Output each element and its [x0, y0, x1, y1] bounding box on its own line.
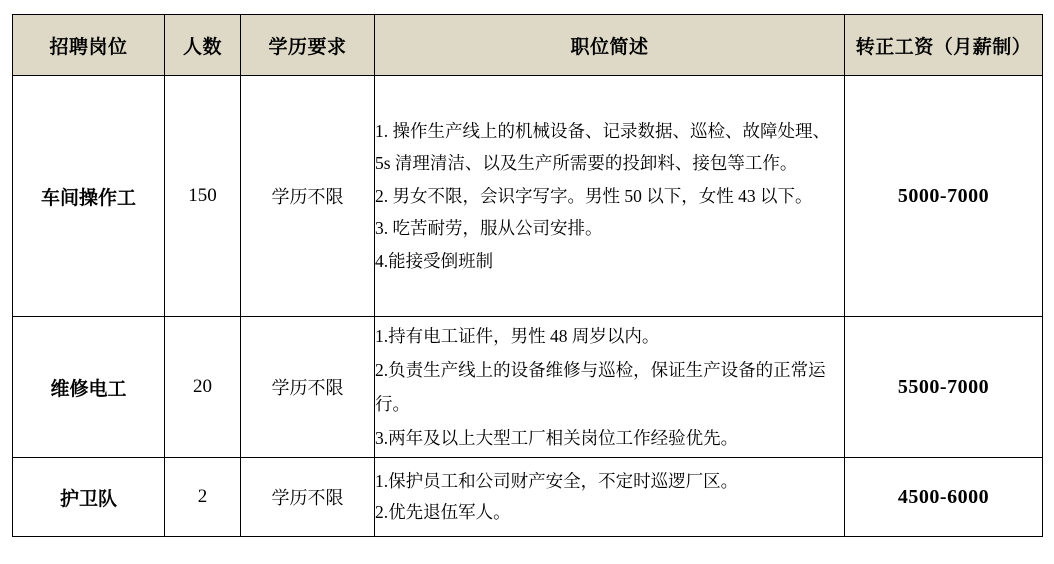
- description-line: 1.保护员工和公司财产安全，不定时巡逻厂区。: [375, 471, 739, 492]
- table-header: [13, 15, 1043, 76]
- header-row: [13, 15, 1043, 76]
- cell-salary: 5000-7000: [845, 76, 1043, 317]
- description-line: 2.负责生产线上的设备维修与巡检，保证生产设备的正常运行。: [375, 359, 826, 414]
- cell-position: 护卫队: [13, 458, 165, 537]
- cell-description: [375, 76, 845, 317]
- column-header-salary: 转正工资（月薪制）: [845, 15, 1043, 76]
- recruitment-table: [12, 14, 1043, 537]
- table-row: [13, 458, 1043, 537]
- table-body: [13, 76, 1043, 537]
- cell-education: 学历不限: [241, 317, 375, 458]
- cell-description: [375, 317, 845, 458]
- cell-position: 维修电工: [13, 317, 165, 458]
- table-row: [13, 317, 1043, 458]
- description-line: 2. 男女不限，会识字写字。男性 50 以下，女性 43 以下。: [375, 185, 813, 206]
- column-header-count: 人数: [165, 15, 241, 76]
- cell-count: 2: [165, 458, 241, 537]
- description-line: 3. 吃苦耐劳，服从公司安排。: [375, 218, 603, 239]
- cell-count: 20: [165, 317, 241, 458]
- description-line: 4.能接受倒班制: [375, 250, 494, 271]
- cell-count: 150: [165, 76, 241, 317]
- column-header-description: 职位简述: [375, 15, 845, 76]
- description-line: 3.两年及以上大型工厂相关岗位工作经验优先。: [375, 428, 739, 449]
- description-line: 1. 操作生产线上的机械设备、记录数据、巡检、故障处理、5s 清理清洁、以及生产所需要的投卸料、接包等工作。: [375, 121, 830, 174]
- description-line: 2.优先退伍军人。: [375, 502, 511, 522]
- column-header-education: 学历要求: [241, 15, 375, 76]
- description-line: 1.持有电工证件，男性 48 周岁以内。: [375, 325, 660, 346]
- cell-education: 学历不限: [241, 76, 375, 317]
- column-header-position: 招聘岗位: [13, 15, 165, 76]
- cell-education: 学历不限: [241, 458, 375, 537]
- cell-description: [375, 458, 845, 537]
- cell-salary: 4500-6000: [845, 458, 1043, 537]
- cell-salary: 5500-7000: [845, 317, 1043, 458]
- cell-position: 车间操作工: [13, 76, 165, 317]
- table-row: [13, 76, 1043, 317]
